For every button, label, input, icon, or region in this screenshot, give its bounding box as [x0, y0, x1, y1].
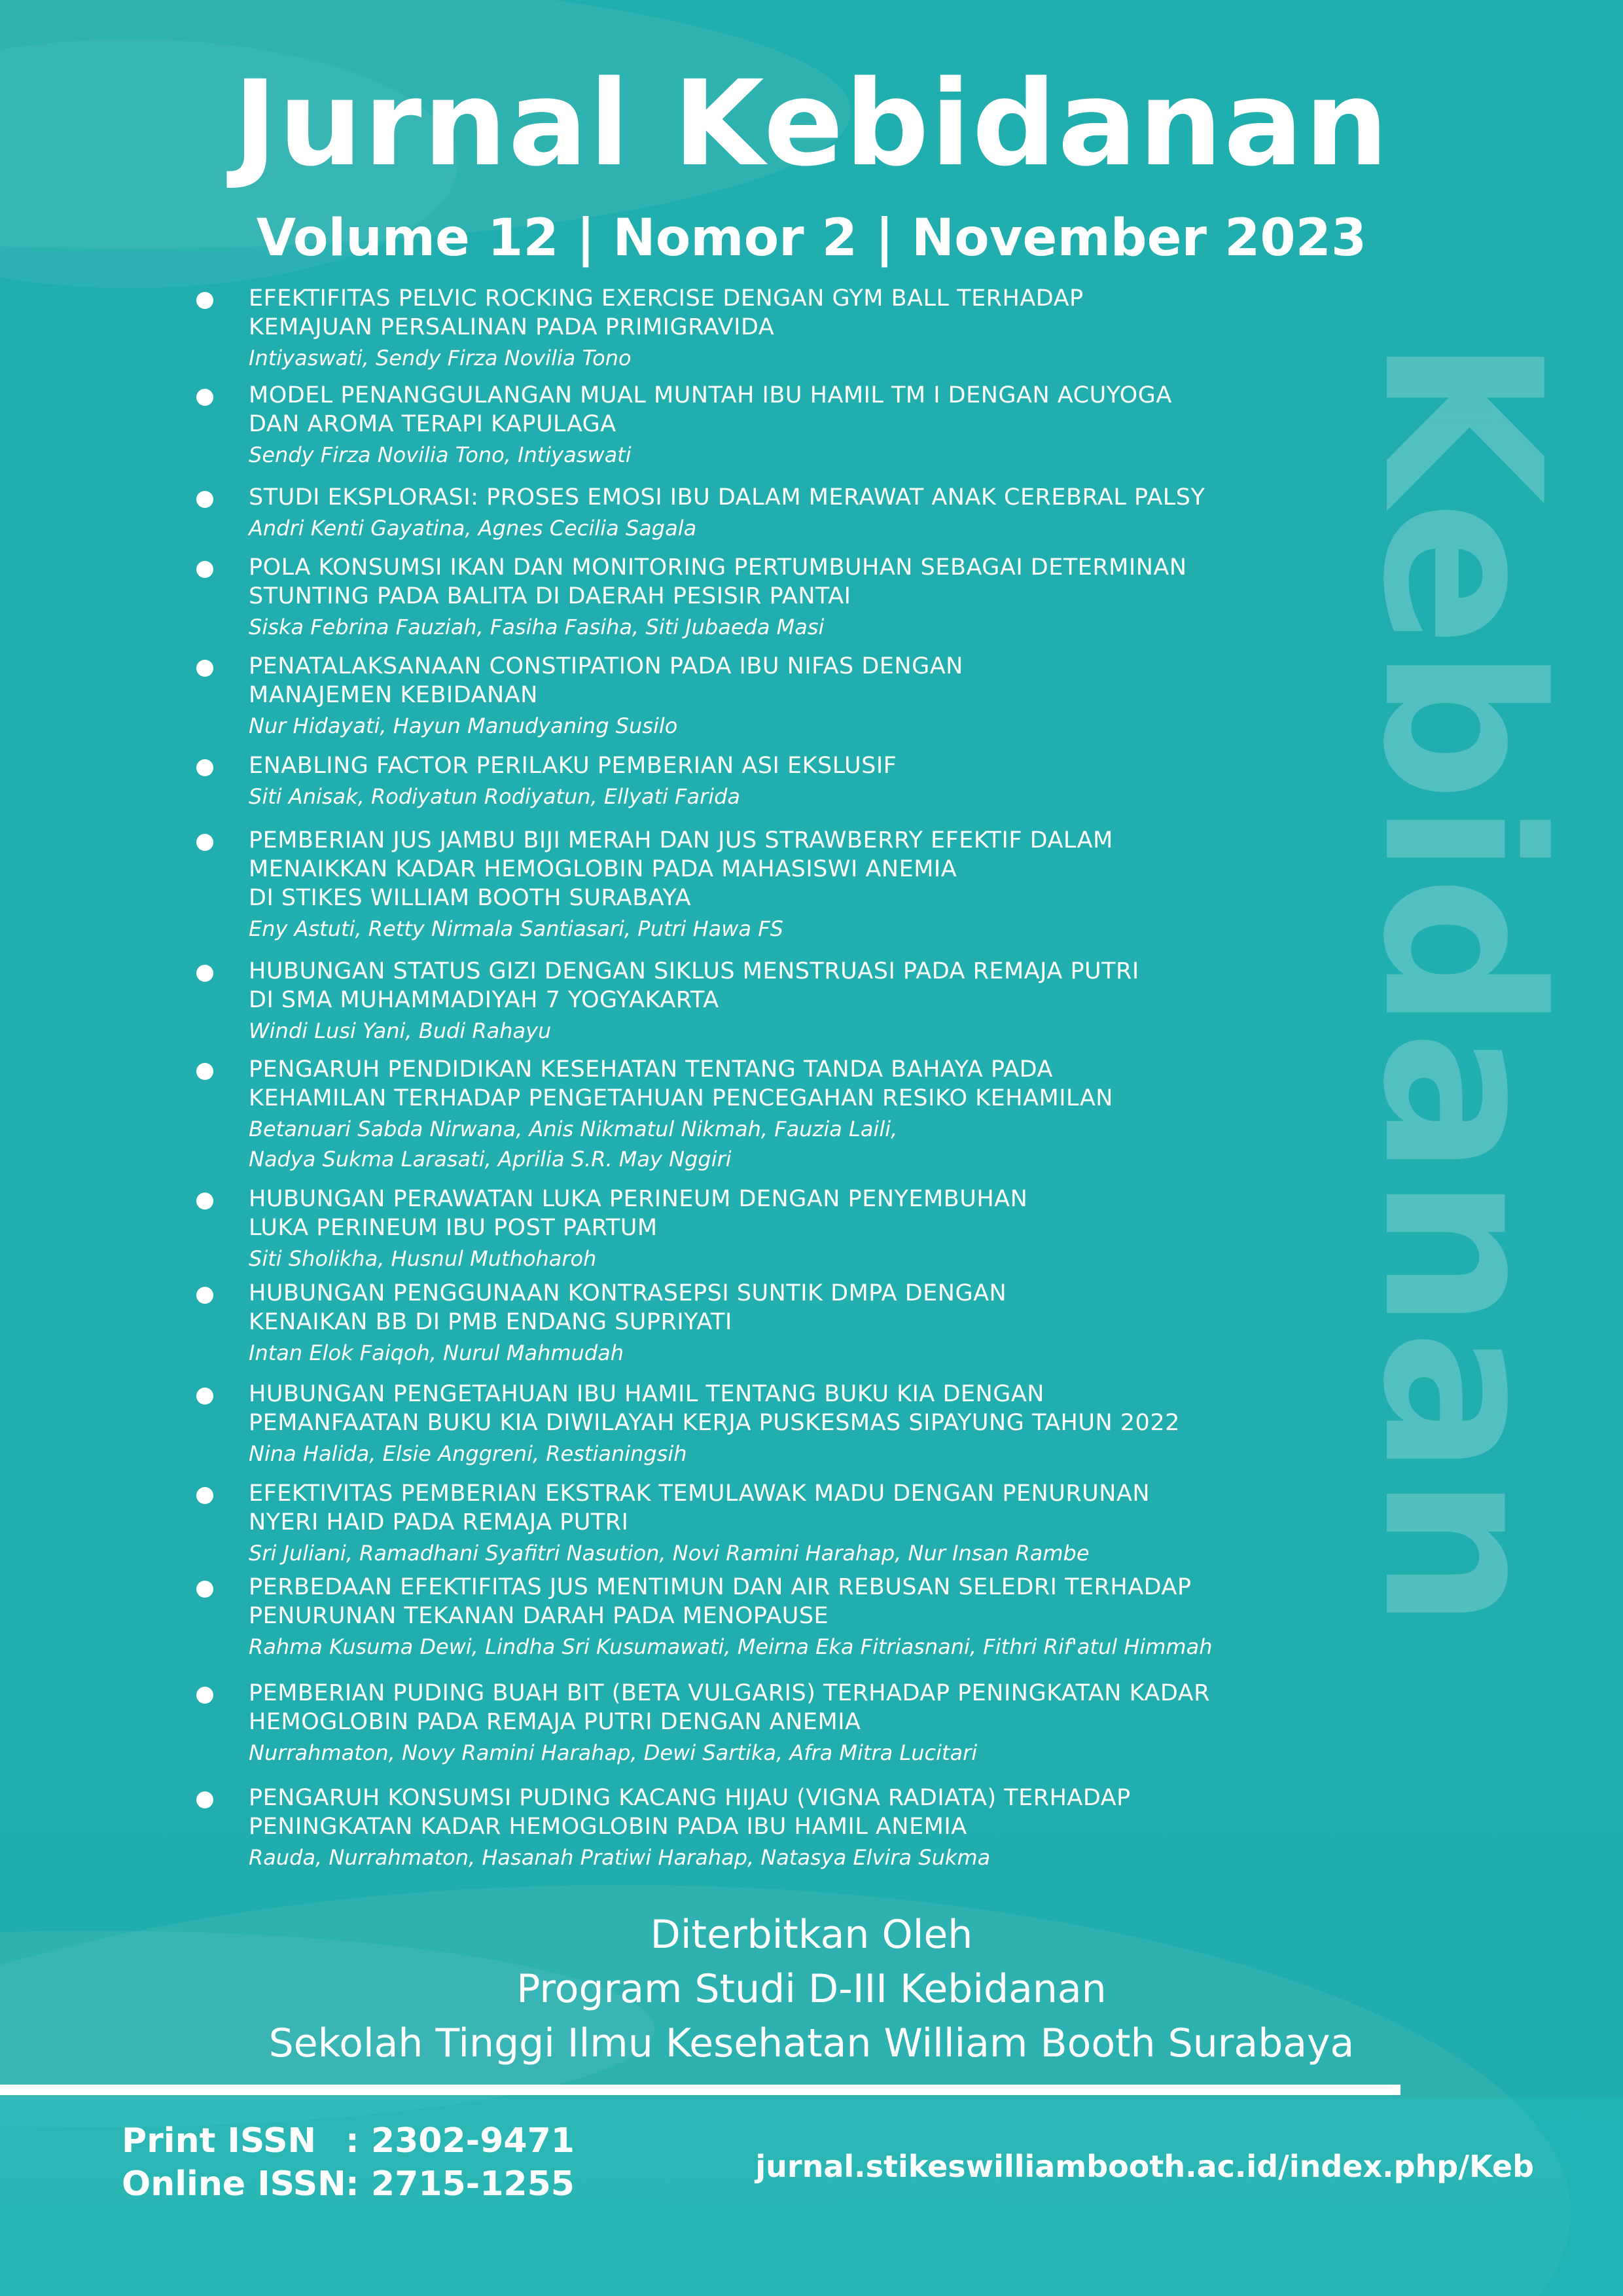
article-item	[196, 483, 1348, 543]
article-authors: Siti Sholikha, Husnul Muthoharoh	[249, 1246, 597, 1271]
bullet-icon	[196, 1388, 213, 1405]
publisher-block	[0, 1908, 1623, 2071]
article-item	[196, 1573, 1348, 1662]
article-item	[196, 1380, 1348, 1469]
article-authors: Intan Elok Faiqoh, Nurul Mahmudah	[249, 1340, 624, 1365]
article-title: PEMBERIAN JUS JAMBU BIJI MERAH DAN JUS STRAWBERRY EFEKTIF DALAM MENAIKKAN KADAR HEMOGLOBIN PADA MAHASISWI ANEMIA DI STIKES WILLIAM BOOTH SURABAYA	[249, 827, 1113, 911]
article-title: ENABLING FACTOR PERILAKU PEMBERIAN ASI EKSLUSIF	[249, 753, 897, 779]
bullet-icon	[196, 1791, 213, 1808]
online-issn-value: : 2715-1255	[346, 2164, 575, 2204]
bullet-icon	[196, 561, 213, 578]
article-title: POLA KONSUMSI IKAN DAN MONITORING PERTUMBUHAN SEBAGAI DETERMINAN STUNTING PADA BALITA DI DAERAH PESISIR PANTAI	[249, 554, 1187, 609]
article-title: PEMBERIAN PUDING BUAH BIT (BETA VULGARIS) TERHADAP PENINGKATAN KADAR HEMOGLOBIN PADA REMAJA PUTRI DENGAN ANEMIA	[249, 1680, 1210, 1735]
article-item	[196, 381, 1348, 470]
bullet-icon	[196, 834, 213, 851]
watermark-text: Kebidanan	[1336, 337, 1587, 1630]
article-title: HUBUNGAN PENGETAHUAN IBU HAMIL TENTANG BUKU KIA DENGAN PEMANFAATAN BUKU KIA DIWILAYAH KERJA PUSKESMAS SIPAYUNG TAHUN 2022	[249, 1381, 1180, 1436]
article-title: STUDI EKSPLORASI: PROSES EMOSI IBU DALAM MERAWAT ANAK CEREBRAL PALSY	[249, 484, 1205, 511]
bullet-icon	[196, 1287, 213, 1304]
bullet-icon	[196, 759, 213, 776]
bullet-icon	[196, 292, 213, 309]
issn-block	[122, 2119, 575, 2206]
article-authors: Windi Lusi Yani, Budi Rahayu	[249, 1018, 552, 1043]
article-title: HUBUNGAN STATUS GIZI DENGAN SIKLUS MENSTRUASI PADA REMAJA PUTRI DI SMA MUHAMMADIYAH 7 YOGYAKARTA	[249, 958, 1139, 1013]
article-title: PERBEDAAN EFEKTIFITAS JUS MENTIMUN DAN AIR REBUSAN SELEDRI TERHADAP PENURUNAN TEKANAN DARAH PADA MENOPAUSE	[249, 1574, 1192, 1629]
article-authors: Sendy Firza Novilia Tono, Intiyaswati	[249, 442, 632, 467]
bullet-icon	[196, 1581, 213, 1598]
article-title: PENGARUH PENDIDIKAN KESEHATAN TENTANG TANDA BAHAYA PADA KEHAMILAN TERHADAP PENGETAHUAN PENCEGAHAN RESIKO KEHAMILAN	[249, 1056, 1113, 1111]
article-item	[196, 1479, 1348, 1568]
article-authors: Rauda, Nurrahmaton, Hasanah Pratiwi Harahap, Natasya Elvira Sukma	[249, 1845, 991, 1870]
article-item	[196, 826, 1348, 944]
publisher-program: Program Studi D-III Kebidanan	[516, 1966, 1107, 2012]
article-authors: Nur Hidayati, Hayun Manudyaning Susilo	[249, 713, 678, 738]
article-item	[196, 1185, 1348, 1274]
publisher-intro: Diterbitkan Oleh	[650, 1912, 973, 1958]
website-url[interactable]: jurnal.stikeswilliambooth.ac.id/index.php/Keb	[755, 2149, 1534, 2184]
article-item	[196, 1055, 1348, 1174]
article-item	[196, 553, 1348, 642]
article-item	[196, 652, 1348, 741]
online-issn-row	[122, 2162, 575, 2206]
article-authors: Rahma Kusuma Dewi, Lindha Sri Kusumawati, Meirna Eka Fitriasnani, Fithri Rif'atul Himmah	[249, 1634, 1213, 1659]
print-issn-row	[122, 2119, 575, 2162]
article-authors: Betanuari Sabda Nirwana, Anis Nikmatul Nikmah, Fauzia Laili, Nadya Sukma Larasati, Aprilia S.R. May Nggiri	[249, 1117, 898, 1172]
article-authors: Nurrahmaton, Novy Ramini Harahap, Dewi Sartika, Afra Mitra Lucitari	[249, 1740, 978, 1765]
article-authors: Intiyaswati, Sendy Firza Novilia Tono	[249, 346, 632, 370]
article-item	[196, 751, 1348, 812]
article-authors: Sri Juliani, Ramadhani Syafitri Nasution, Novi Ramini Harahap, Nur Insan Rambe	[249, 1541, 1090, 1566]
article-item	[196, 1784, 1348, 1873]
journal-title: Jurnal Kebidanan	[233, 56, 1390, 192]
article-item	[196, 957, 1348, 1046]
online-issn-label: Online ISSN	[122, 2164, 346, 2204]
bullet-icon	[196, 491, 213, 508]
publisher-institution: Sekolah Tinggi Ilmu Kesehatan William Booth Surabaya	[268, 2020, 1355, 2066]
article-item	[196, 284, 1348, 373]
article-title: MODEL PENANGGULANGAN MUAL MUNTAH IBU HAMIL TM I DENGAN ACUYOGA DAN AROMA TERAPI KAPULAGA	[249, 382, 1172, 437]
bullet-icon	[196, 1063, 213, 1080]
article-title: EFEKTIVITAS PEMBERIAN EKSTRAK TEMULAWAK MADU DENGAN PENURUNAN NYERI HAID PADA REMAJA PUTRI	[249, 1480, 1150, 1535]
bullet-icon	[196, 389, 213, 406]
divider	[0, 2085, 1400, 2095]
article-title: HUBUNGAN PENGGUNAAN KONTRASEPSI SUNTIK DMPA DENGAN KENAIKAN BB DI PMB ENDANG SUPRIYATI	[249, 1280, 1007, 1335]
article-title: PENATALAKSANAAN CONSTIPATION PADA IBU NIFAS DENGAN MANAJEMEN KEBIDANAN	[249, 653, 963, 708]
article-item	[196, 1679, 1348, 1768]
bullet-icon	[196, 1687, 213, 1704]
issue-info: Volume 12 | Nomor 2 | November 2023	[256, 209, 1367, 268]
article-item	[196, 1279, 1348, 1368]
article-authors: Nina Halida, Elsie Anggreni, Restianingsih	[249, 1441, 687, 1466]
article-title: PENGARUH KONSUMSI PUDING KACANG HIJAU (VIGNA RADIATA) TERHADAP PENINGKATAN KADAR HEMOGLOBIN PADA IBU HAMIL ANEMIA	[249, 1785, 1131, 1840]
article-authors: Siska Febrina Fauziah, Fasiha Fasiha, Siti Jubaeda Masi	[249, 615, 825, 639]
article-title: EFEKTIFITAS PELVIC ROCKING EXERCISE DENGAN GYM BALL TERHADAP KEMAJUAN PERSALINAN PADA PRIMIGRAVIDA	[249, 285, 1084, 340]
article-authors: Andri Kenti Gayatina, Agnes Cecilia Sagala	[249, 516, 697, 541]
bullet-icon	[196, 660, 213, 677]
print-issn-value: : 2302-9471	[346, 2121, 575, 2161]
bullet-icon	[196, 1487, 213, 1504]
print-issn-label: Print ISSN	[122, 2121, 316, 2161]
article-authors: Siti Anisak, Rodiyatun Rodiyatun, Ellyati Farida	[249, 784, 741, 809]
article-title: HUBUNGAN PERAWATAN LUKA PERINEUM DENGAN PENYEMBUHAN LUKA PERINEUM IBU POST PARTUM	[249, 1186, 1028, 1241]
bullet-icon	[196, 965, 213, 982]
bullet-icon	[196, 1193, 213, 1210]
article-authors: Eny Astuti, Retty Nirmala Santiasari, Putri Hawa FS	[249, 916, 783, 941]
